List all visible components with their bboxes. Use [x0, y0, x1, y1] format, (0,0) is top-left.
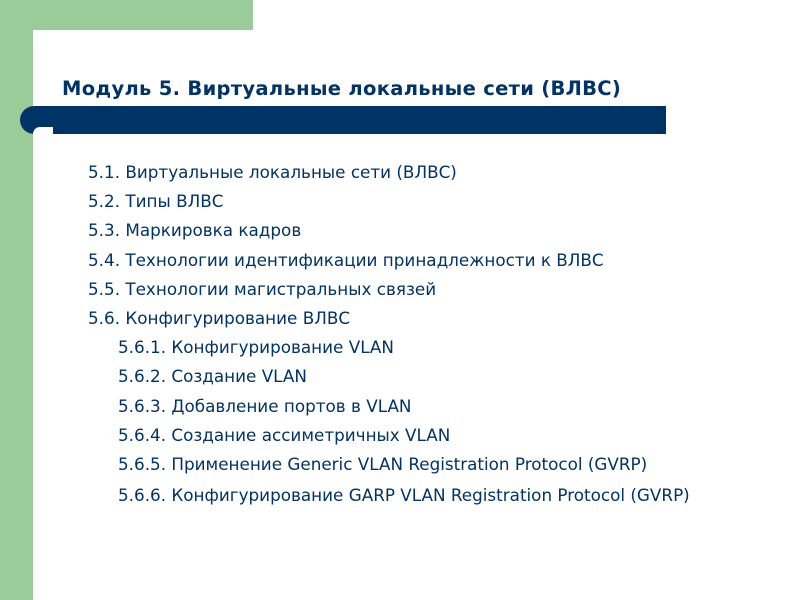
green-side-band: [0, 0, 33, 600]
toc-subitem-5-6-4: 5.6.4. Создание ассиметричных VLAN: [118, 424, 451, 445]
toc-item-5-3: 5.3. Маркировка кадров: [88, 220, 302, 241]
toc-subitem-5-6-2: 5.6.2. Создание VLAN: [118, 366, 307, 387]
toc-item-5-5: 5.5. Технологии магистральных связей: [88, 278, 437, 299]
title-underline-bar: [20, 106, 666, 134]
title-bar-notch: [33, 127, 53, 134]
toc-item-5-2: 5.2. Типы ВЛВС: [88, 191, 224, 212]
slide-title: Модуль 5. Виртуальные локальные сети (ВЛВС): [62, 77, 622, 100]
green-top-band: [0, 0, 253, 30]
toc-item-5-1: 5.1. Виртуальные локальные сети (ВЛВС): [88, 162, 457, 182]
toc-subitem-5-6-5: 5.6.5. Применение Generic VLAN Registration Protocol (GVRP): [118, 454, 648, 475]
toc-item-5-4: 5.4. Технологии идентификации принадлежности к ВЛВС: [88, 249, 604, 270]
toc-subitem-5-6-1: 5.6.1. Конфигурирование VLAN: [118, 337, 394, 358]
table-of-contents: [88, 158, 778, 507]
toc-subitem-5-6-6: 5.6.6. Конфигурирование GARP VLAN Registration Protocol (GVRP): [118, 485, 690, 506]
toc-item-5-6: 5.6. Конфигурирование ВЛВС: [88, 308, 351, 329]
toc-subitem-5-6-3: 5.6.3. Добавление портов в VLAN: [118, 395, 412, 416]
